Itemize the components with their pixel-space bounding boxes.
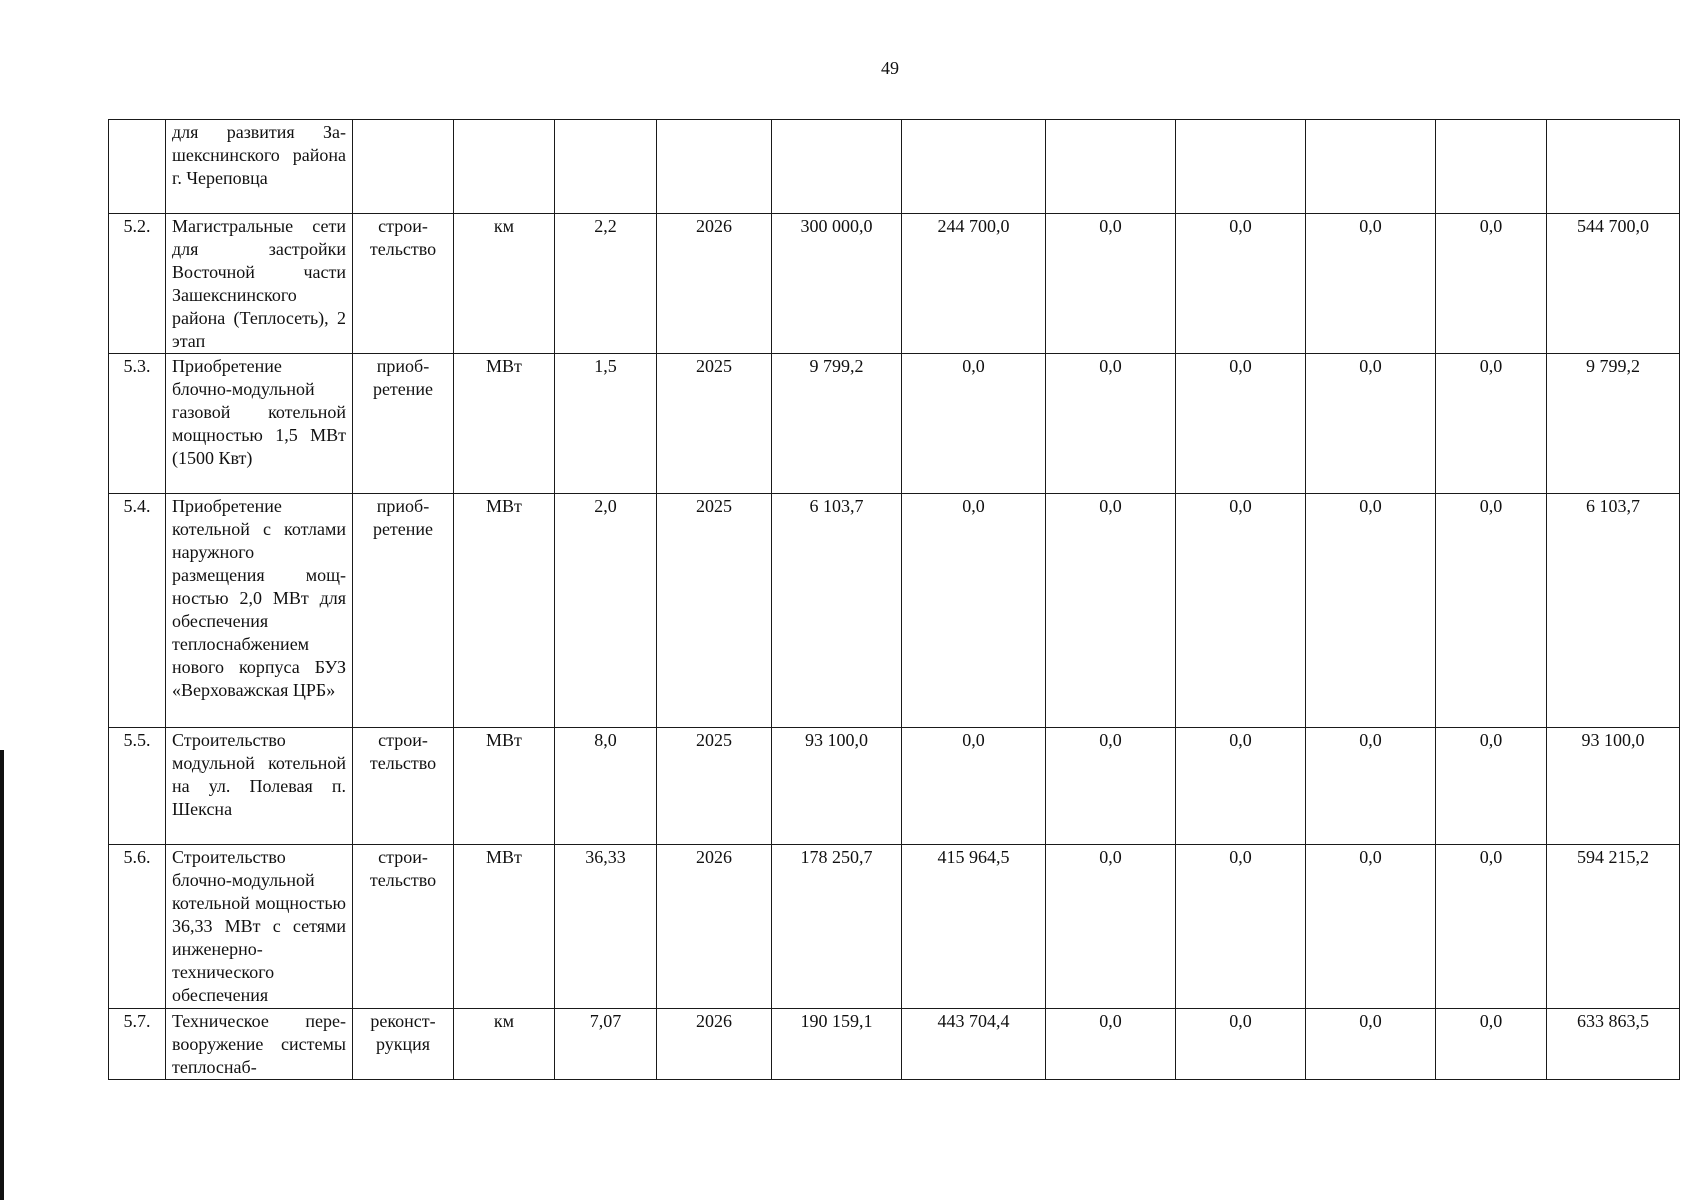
capacity-text: 8,0 <box>594 730 617 750</box>
amount-cell-6 <box>1436 845 1547 1009</box>
year-cell <box>657 354 772 494</box>
total-text: 544 700,0 <box>1577 216 1649 236</box>
row-number-cell <box>109 354 166 494</box>
work-type-text: реконструкция <box>370 1011 436 1054</box>
year-cell <box>657 214 772 354</box>
total-text: 6 103,7 <box>1586 496 1640 516</box>
item-name-cell <box>166 494 353 728</box>
amount-text-6: 0,0 <box>1479 216 1503 236</box>
amount-text-1: 9 799,2 <box>809 356 864 376</box>
amount-cell-3 <box>1046 728 1176 845</box>
total-cell <box>1547 214 1680 354</box>
capacity-cell <box>555 1009 657 1080</box>
amount-text-6: 0,0 <box>1479 356 1503 376</box>
year-text: 2025 <box>696 730 732 750</box>
item-name-cell <box>166 728 353 845</box>
row-number-cell <box>109 728 166 845</box>
amount-text-4: 0,0 <box>1229 496 1252 516</box>
item-name-cell <box>166 354 353 494</box>
amount-text-6: 0,0 <box>1479 847 1503 867</box>
amount-text-5: 0,0 <box>1359 356 1382 376</box>
amount-text-3: 0,0 <box>1099 1011 1122 1031</box>
year-text: 2026 <box>696 847 732 867</box>
year-text: 2025 <box>696 496 732 516</box>
amount-cell-4 <box>1176 120 1306 214</box>
table-row <box>109 1009 1680 1080</box>
amount-cell-4 <box>1176 214 1306 354</box>
amount-text-5: 0,0 <box>1359 730 1382 750</box>
table-row <box>109 845 1680 1009</box>
row-number-text: 5.5. <box>123 730 151 750</box>
work-type-cell <box>353 354 454 494</box>
amount-text-5: 0,0 <box>1359 1011 1382 1031</box>
amount-text-1: 190 159,1 <box>800 1011 873 1031</box>
capacity-cell <box>555 214 657 354</box>
amount-cell-3 <box>1046 845 1176 1009</box>
row-number-text: 5.3. <box>123 356 151 376</box>
year-text: 2025 <box>696 356 732 376</box>
unit-text: МВт <box>486 356 522 376</box>
amount-text-6: 0,0 <box>1479 496 1503 516</box>
total-text: 9 799,2 <box>1586 356 1640 376</box>
item-name-cell <box>166 845 353 1009</box>
amount-cell-5 <box>1306 354 1436 494</box>
amount-cell-1 <box>772 845 902 1009</box>
year-text: 2026 <box>696 1011 732 1031</box>
total-cell <box>1547 845 1680 1009</box>
amount-cell-2 <box>902 845 1046 1009</box>
amount-cell-2 <box>902 728 1046 845</box>
amount-cell-1 <box>772 214 902 354</box>
row-number-cell <box>109 845 166 1009</box>
row-number-cell <box>109 1009 166 1080</box>
amount-cell-1 <box>772 494 902 728</box>
work-type-text: строительство <box>369 847 437 890</box>
capacity-cell <box>555 354 657 494</box>
table-row <box>109 214 1680 354</box>
total-text: 93 100,0 <box>1581 730 1645 750</box>
program-table <box>108 119 1680 1080</box>
amount-cell-4 <box>1176 728 1306 845</box>
amount-cell-4 <box>1176 354 1306 494</box>
amount-cell-5 <box>1306 845 1436 1009</box>
row-number-text: 5.4. <box>123 496 151 516</box>
item-name-cell <box>166 214 353 354</box>
amount-text-4: 0,0 <box>1229 356 1252 376</box>
item-name-text: Строительство модульной котельной на ул. Полевая п. Шексна <box>172 730 346 819</box>
work-type-text: приобретение <box>372 496 434 539</box>
amount-cell-6 <box>1436 728 1547 845</box>
work-type-cell <box>353 214 454 354</box>
item-name-text: Строительство блочно-модульной котельной мощностью 36,33 МВт с сетями инженерно-технического обеспечения <box>172 847 346 1005</box>
row-number-text: 5.6. <box>123 847 151 867</box>
item-name-cell <box>166 1009 353 1080</box>
work-type-text: приобретение <box>372 356 434 399</box>
work-type-cell <box>353 845 454 1009</box>
amount-text-2: 0,0 <box>962 356 985 376</box>
year-cell <box>657 1009 772 1080</box>
unit-cell <box>454 120 555 214</box>
total-cell <box>1547 728 1680 845</box>
amount-text-5: 0,0 <box>1359 216 1382 236</box>
amount-cell-2 <box>902 354 1046 494</box>
amount-cell-2 <box>902 120 1046 214</box>
amount-cell-2 <box>902 214 1046 354</box>
amount-cell-3 <box>1046 494 1176 728</box>
scan-left-edge <box>0 750 4 1200</box>
row-number-cell <box>109 214 166 354</box>
amount-text-2: 244 700,0 <box>937 216 1010 236</box>
page-number: 49 <box>881 58 899 78</box>
total-cell <box>1547 494 1680 728</box>
amount-text-4: 0,0 <box>1229 847 1252 867</box>
amount-cell-1 <box>772 354 902 494</box>
unit-text: км <box>493 1011 515 1031</box>
table-row <box>109 354 1680 494</box>
total-text: 633 863,5 <box>1577 1011 1649 1031</box>
amount-cell-6 <box>1436 494 1547 728</box>
amount-cell-5 <box>1306 120 1436 214</box>
amount-cell-6 <box>1436 354 1547 494</box>
unit-text: МВт <box>486 730 522 750</box>
amount-cell-2 <box>902 1009 1046 1080</box>
capacity-cell <box>555 728 657 845</box>
unit-cell <box>454 354 555 494</box>
row-number-text: 5.2. <box>123 216 151 236</box>
work-type-cell <box>353 728 454 845</box>
amount-cell-1 <box>772 728 902 845</box>
unit-text: МВт <box>486 496 522 516</box>
amount-text-3: 0,0 <box>1099 216 1122 236</box>
capacity-text: 7,07 <box>589 1011 622 1031</box>
work-type-cell <box>353 1009 454 1080</box>
row-number-cell <box>109 120 166 214</box>
amount-cell-5 <box>1306 728 1436 845</box>
year-cell <box>657 120 772 214</box>
amount-text-6: 0,0 <box>1479 730 1503 750</box>
table-body <box>109 120 1680 1080</box>
amount-text-1: 93 100,0 <box>805 730 868 750</box>
item-name-text: Приобретение блочно-модульной газовой котельной мощностью 1,5 МВт (1500 Квт) <box>172 356 346 468</box>
amount-text-4: 0,0 <box>1229 1011 1252 1031</box>
unit-text: МВт <box>486 847 522 867</box>
item-name-text: Магистральные сети для застройки Восточной части Зашекснинского района (Теплосеть), 2 этап <box>172 216 346 351</box>
amount-cell-5 <box>1306 494 1436 728</box>
amount-cell-3 <box>1046 214 1176 354</box>
table-row <box>109 728 1680 845</box>
year-cell <box>657 845 772 1009</box>
table-row <box>109 494 1680 728</box>
amount-cell-5 <box>1306 1009 1436 1080</box>
capacity-cell <box>555 494 657 728</box>
capacity-cell <box>555 120 657 214</box>
total-cell <box>1547 1009 1680 1080</box>
work-type-text: строительство <box>369 730 437 773</box>
row-number-text: 5.7. <box>123 1011 151 1031</box>
amount-text-4: 0,0 <box>1229 216 1252 236</box>
amount-cell-4 <box>1176 845 1306 1009</box>
item-name-cell <box>166 120 353 214</box>
amount-cell-5 <box>1306 214 1436 354</box>
unit-cell <box>454 728 555 845</box>
item-name-text: Приобретение котельной с котлами наружного размещения мощностью 2,0 МВт для обеспечения теплоснабжением нового корпуса БУЗ «Верховажская ЦРБ» <box>172 496 346 700</box>
amount-text-1: 6 103,7 <box>809 496 864 516</box>
amount-text-3: 0,0 <box>1099 730 1122 750</box>
item-name-text: для развития Зашекснинского района г. Череповца <box>172 122 346 188</box>
unit-text: км <box>493 216 515 236</box>
amount-text-2: 0,0 <box>962 730 985 750</box>
work-type-text: строительство <box>369 216 437 259</box>
amount-text-3: 0,0 <box>1099 496 1122 516</box>
capacity-text: 1,5 <box>594 356 617 376</box>
amount-text-2: 415 964,5 <box>937 847 1010 867</box>
year-cell <box>657 728 772 845</box>
amount-cell-3 <box>1046 1009 1176 1080</box>
amount-cell-4 <box>1176 1009 1306 1080</box>
capacity-text: 36,33 <box>585 847 626 867</box>
amount-text-3: 0,0 <box>1099 356 1122 376</box>
capacity-text: 2,2 <box>594 216 617 236</box>
amount-cell-1 <box>772 120 902 214</box>
total-cell <box>1547 354 1680 494</box>
amount-cell-6 <box>1436 214 1547 354</box>
unit-cell <box>454 1009 555 1080</box>
unit-cell <box>454 214 555 354</box>
amount-text-6: 0,0 <box>1479 1011 1503 1031</box>
amount-cell-2 <box>902 494 1046 728</box>
work-type-cell <box>353 494 454 728</box>
amount-text-1: 300 000,0 <box>800 216 873 236</box>
amount-cell-6 <box>1436 120 1547 214</box>
amount-text-1: 178 250,7 <box>800 847 873 867</box>
unit-cell <box>454 845 555 1009</box>
amount-text-5: 0,0 <box>1359 847 1382 867</box>
year-text: 2026 <box>696 216 732 236</box>
amount-text-2: 0,0 <box>962 496 985 516</box>
amount-cell-3 <box>1046 120 1176 214</box>
amount-text-3: 0,0 <box>1099 847 1122 867</box>
total-text: 594 215,2 <box>1577 847 1649 867</box>
unit-cell <box>454 494 555 728</box>
total-cell <box>1547 120 1680 214</box>
amount-text-4: 0,0 <box>1229 730 1252 750</box>
year-cell <box>657 494 772 728</box>
amount-cell-1 <box>772 1009 902 1080</box>
capacity-cell <box>555 845 657 1009</box>
amount-cell-3 <box>1046 354 1176 494</box>
amount-text-2: 443 704,4 <box>937 1011 1010 1031</box>
item-name-text: Техническое перевооружение системы теплоснаб- <box>172 1011 346 1077</box>
amount-cell-4 <box>1176 494 1306 728</box>
row-number-cell <box>109 494 166 728</box>
amount-text-5: 0,0 <box>1359 496 1382 516</box>
work-type-cell <box>353 120 454 214</box>
capacity-text: 2,0 <box>594 496 617 516</box>
table-row <box>109 120 1680 214</box>
amount-cell-6 <box>1436 1009 1547 1080</box>
